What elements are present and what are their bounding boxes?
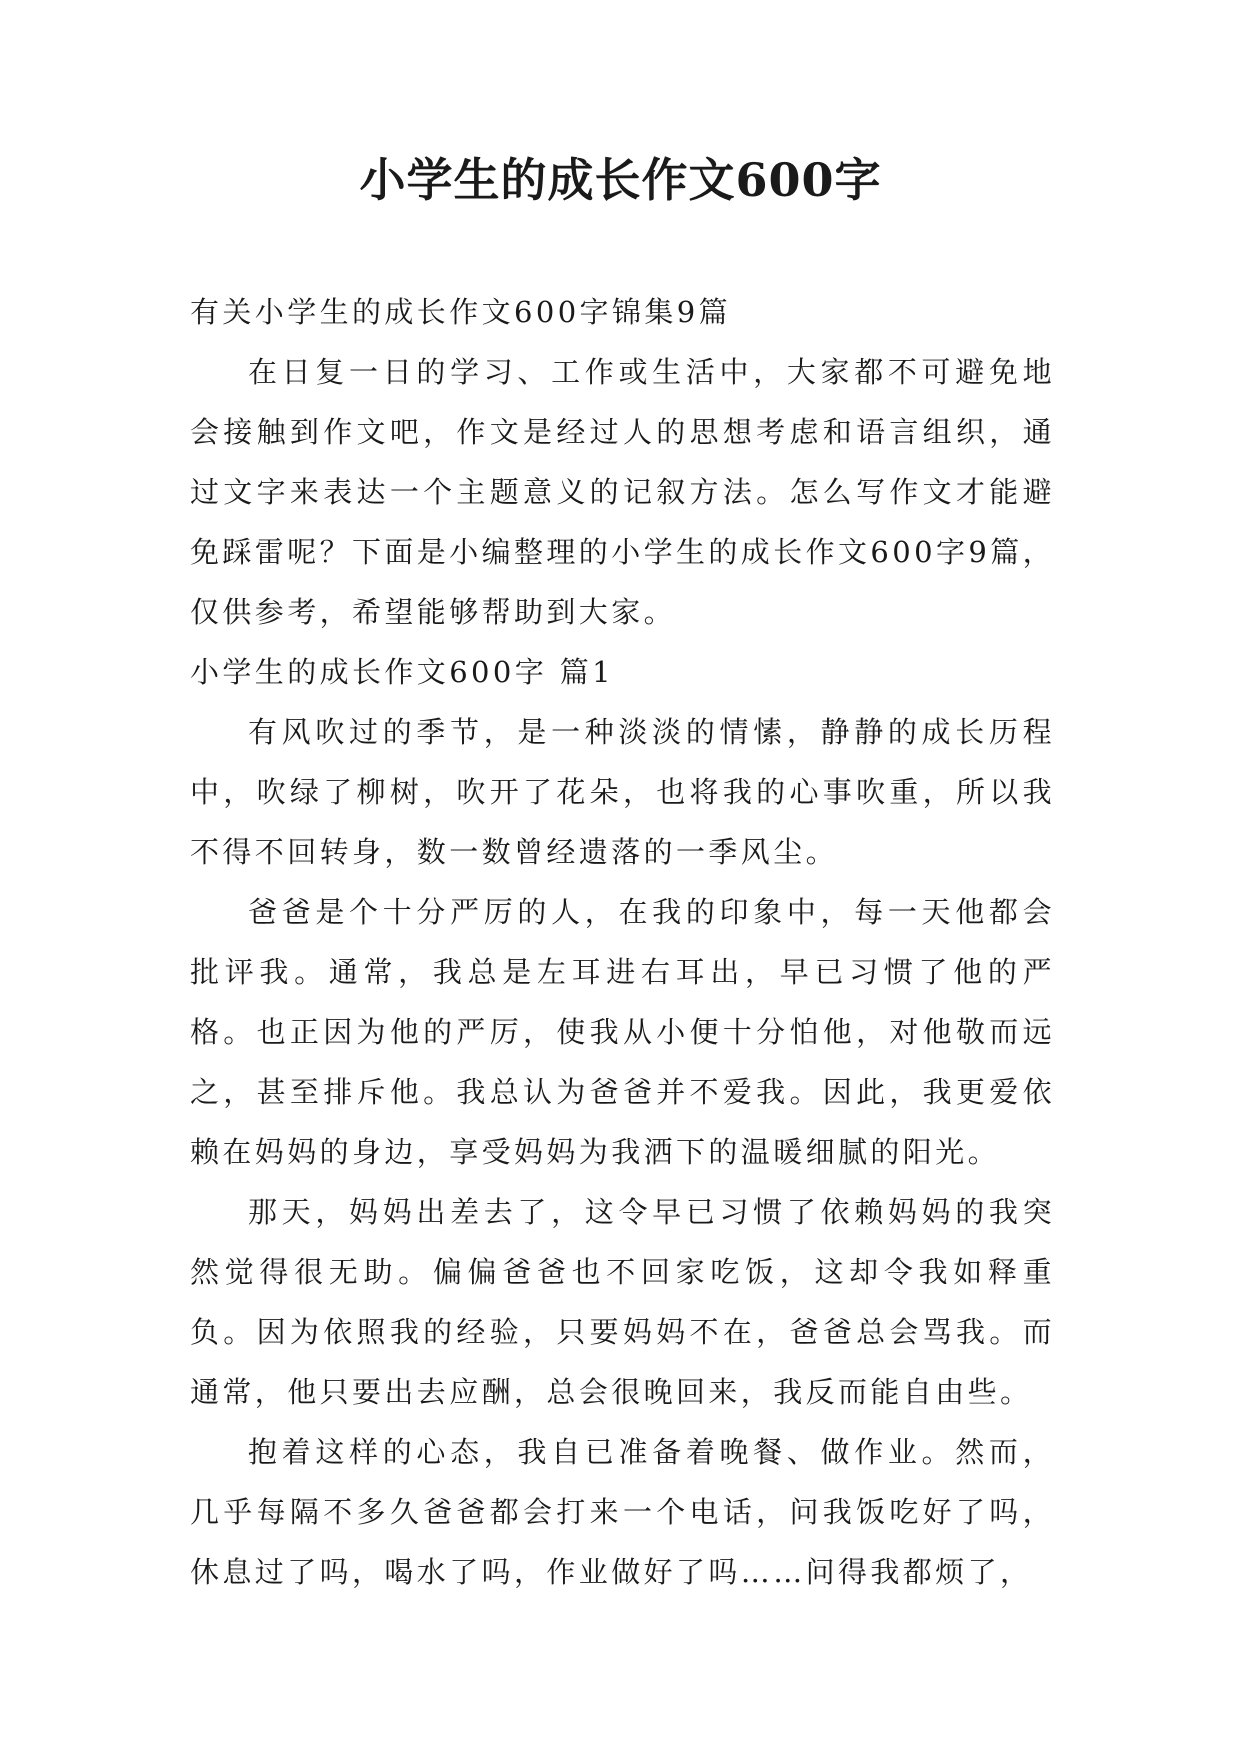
section-heading: 小学生的成长作文600字 篇1 <box>190 655 615 689</box>
collection-subtitle: 有关小学生的成长作文600字锦集9篇 <box>190 295 732 329</box>
intro-paragraph: 在日复一日的学习、工作或生活中，大家都不可避免地会接触到作文吧，作文是经过人的思想考虑和语言组织，通过文字来表达一个主题意义的记叙方法。怎么写作文才能避免踩雷呢？下面是小编整理的小学生的成长作文600字9篇，仅供参考，希望能够帮助到大家。 <box>190 355 1056 629</box>
body-paragraph: 爸爸是个十分严厉的人，在我的印象中，每一天他都会批评我。通常，我总是左耳进右耳出，早已习惯了他的严格。也正因为他的严厉，使我从小便十分怕他，对他敬而远之，甚至排斥他。我总认为爸爸并不爱我。因此，我更爱依赖在妈妈的身边，享受妈妈为我洒下的温暖细腻的阳光。 <box>190 895 1055 1169</box>
body-paragraph: 抱着这样的心态，我自已准备着晚餐、做作业。然而，几乎每隔不多久爸爸都会打来一个电话，问我饭吃好了吗，休息过了吗，喝水了吗，作业做好了吗……问得我都烦了， <box>190 1435 1055 1589</box>
body-paragraph: 那天，妈妈出差去了，这令早已习惯了依赖妈妈的我突然觉得很无助。偏偏爸爸也不回家吃饭，这却令我如释重负。因为依照我的经验，只要妈妈不在，爸爸总会骂我。而通常，他只要出去应酬，总会很晚回来，我反而能自由些。 <box>190 1195 1055 1409</box>
document-body <box>190 282 1055 1602</box>
document-title: 小学生的成长作文600字 <box>359 153 882 207</box>
body-paragraph: 有风吹过的季节，是一种淡淡的情愫，静静的成长历程中，吹绿了柳树，吹开了花朵，也将我的心事吹重，所以我不得不回转身，数一数曾经遗落的一季风尘。 <box>190 715 1055 869</box>
